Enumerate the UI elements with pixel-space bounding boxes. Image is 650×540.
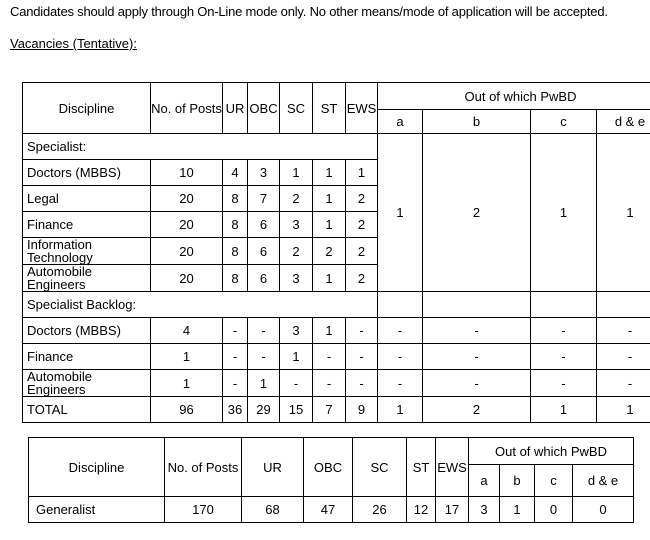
cell-sc: 1 (280, 160, 313, 186)
col-header-discipline: Discipline (29, 438, 165, 497)
total-row (23, 397, 650, 423)
cell-ews: 2 (346, 212, 378, 238)
empty-cell (531, 292, 597, 318)
col-header-a: a (469, 465, 500, 497)
cell-ur: 68 (242, 497, 304, 523)
cell-ews: 17 (436, 497, 469, 523)
cell-discipline: Doctors (MBBS) (23, 160, 151, 186)
cell-b: - (423, 318, 531, 344)
col-header-de: d & e (573, 465, 634, 497)
empty-cell (378, 292, 423, 318)
table-row (23, 370, 650, 397)
cell-posts: 1 (151, 370, 223, 397)
cell-st: 2 (313, 238, 346, 265)
cell-b: - (423, 370, 531, 397)
table-row (23, 318, 650, 344)
col-header-ur: UR (223, 83, 248, 134)
table-header-row (23, 83, 650, 110)
col-header-ews: EWS (436, 438, 469, 497)
cell-ur: - (223, 318, 248, 344)
cell-posts: 1 (151, 344, 223, 370)
cell-a: - (378, 370, 423, 397)
section-label: Specialist Backlog: (23, 292, 378, 318)
col-header-a: a (378, 110, 423, 134)
cell-st: 1 (313, 212, 346, 238)
cell-posts: 4 (151, 318, 223, 344)
cell-discipline: TOTAL (23, 397, 151, 423)
cell-b: - (423, 344, 531, 370)
cell-ews: - (346, 318, 378, 344)
cell-posts: 10 (151, 160, 223, 186)
section-label: Specialist: (23, 134, 378, 160)
cell-posts: 170 (165, 497, 242, 523)
cell-obc: 47 (304, 497, 353, 523)
specialist-vacancies-table (22, 82, 650, 423)
cell-sc: 1 (280, 344, 313, 370)
col-header-c: c (531, 110, 597, 134)
cell-obc: 7 (248, 186, 280, 212)
cell-discipline: Finance (23, 344, 151, 370)
cell-de: - (597, 318, 650, 344)
cell-ur: 36 (223, 397, 248, 423)
cell-ur: 4 (223, 160, 248, 186)
cell-ews: 9 (346, 397, 378, 423)
col-header-ews: EWS (346, 83, 378, 134)
cell-c: 0 (535, 497, 573, 523)
cell-a: 3 (469, 497, 500, 523)
cell-st: 7 (313, 397, 346, 423)
cell-de: - (597, 344, 650, 370)
cell-ews: 2 (346, 186, 378, 212)
cell-st: 1 (313, 160, 346, 186)
cell-obc: 6 (248, 238, 280, 265)
cell-sc: 2 (280, 186, 313, 212)
cell-st: 1 (313, 265, 346, 292)
cell-sc: 3 (280, 265, 313, 292)
cell-c: - (531, 318, 597, 344)
cell-c: - (531, 344, 597, 370)
cell-posts: 20 (151, 212, 223, 238)
col-header-sc: SC (280, 83, 313, 134)
empty-cell (597, 292, 650, 318)
cell-de: 0 (573, 497, 634, 523)
cell-sc: 3 (280, 212, 313, 238)
cell-discipline: Legal (23, 186, 151, 212)
cell-ur: 8 (223, 186, 248, 212)
cell-sc: 2 (280, 238, 313, 265)
cell-ur: - (223, 370, 248, 397)
cell-ur: - (223, 344, 248, 370)
cell-discipline: Information Technology (23, 238, 151, 265)
generalist-vacancies-table (28, 437, 634, 523)
pwbd-c-cell: 1 (531, 134, 597, 292)
cell-posts: 20 (151, 265, 223, 292)
col-header-posts: No. of Posts (151, 83, 223, 134)
col-header-st: ST (313, 83, 346, 134)
cell-a: 1 (378, 397, 423, 423)
pwbd-a-cell: 1 (378, 134, 423, 292)
cell-obc: 6 (248, 265, 280, 292)
cell-sc: - (280, 370, 313, 397)
pwbd-b-cell: 2 (423, 134, 531, 292)
col-header-obc: OBC (304, 438, 353, 497)
cell-ur: 8 (223, 212, 248, 238)
cell-discipline: Automobile Engineers (23, 370, 151, 397)
col-header-pwbd: Out of which PwBD (469, 438, 634, 465)
cell-posts: 96 (151, 397, 223, 423)
cell-a: - (378, 318, 423, 344)
cell-obc: - (248, 318, 280, 344)
cell-obc: 1 (248, 370, 280, 397)
table-row (23, 344, 650, 370)
cell-sc: 15 (280, 397, 313, 423)
cell-ews: - (346, 344, 378, 370)
cell-c: - (531, 370, 597, 397)
cell-c: 1 (531, 397, 597, 423)
table-row (29, 497, 634, 523)
col-header-pwbd: Out of which PwBD (378, 83, 650, 110)
cell-st: 1 (313, 186, 346, 212)
cell-st: 1 (313, 318, 346, 344)
col-header-c: c (535, 465, 573, 497)
cell-b: 2 (423, 397, 531, 423)
cell-obc: 6 (248, 212, 280, 238)
cell-obc: 29 (248, 397, 280, 423)
cell-discipline: Generalist (29, 497, 165, 523)
cell-st: 12 (407, 497, 436, 523)
cell-de: - (597, 370, 650, 397)
col-header-ur: UR (242, 438, 304, 497)
table-header-row (29, 438, 634, 465)
intro-text: Candidates should apply through On-Line mode only. No other means/mode of application will be accepted. (10, 4, 608, 19)
col-header-de: d & e (597, 110, 650, 134)
cell-ur: 8 (223, 238, 248, 265)
col-header-b: b (500, 465, 535, 497)
cell-discipline: Finance (23, 212, 151, 238)
cell-ews: 1 (346, 160, 378, 186)
cell-posts: 20 (151, 238, 223, 265)
col-header-st: ST (407, 438, 436, 497)
pwbd-de-cell: 1 (597, 134, 650, 292)
cell-b: 1 (500, 497, 535, 523)
cell-st: - (313, 344, 346, 370)
cell-obc: 3 (248, 160, 280, 186)
cell-ews: 2 (346, 238, 378, 265)
col-header-discipline: Discipline (23, 83, 151, 134)
cell-ur: 8 (223, 265, 248, 292)
cell-discipline: Doctors (MBBS) (23, 318, 151, 344)
col-header-posts: No. of Posts (165, 438, 242, 497)
cell-obc: - (248, 344, 280, 370)
cell-sc: 26 (353, 497, 407, 523)
cell-sc: 3 (280, 318, 313, 344)
col-header-b: b (423, 110, 531, 134)
cell-ews: - (346, 370, 378, 397)
col-header-obc: OBC (248, 83, 280, 134)
cell-a: - (378, 344, 423, 370)
cell-st: - (313, 370, 346, 397)
cell-ews: 2 (346, 265, 378, 292)
vacancies-heading: Vacancies (Tentative): (10, 36, 137, 51)
cell-posts: 20 (151, 186, 223, 212)
cell-discipline: Automobile Engineers (23, 265, 151, 292)
col-header-sc: SC (353, 438, 407, 497)
empty-cell (423, 292, 531, 318)
section-row-backlog (23, 292, 650, 318)
cell-de: 1 (597, 397, 650, 423)
section-row-specialist (23, 134, 650, 160)
